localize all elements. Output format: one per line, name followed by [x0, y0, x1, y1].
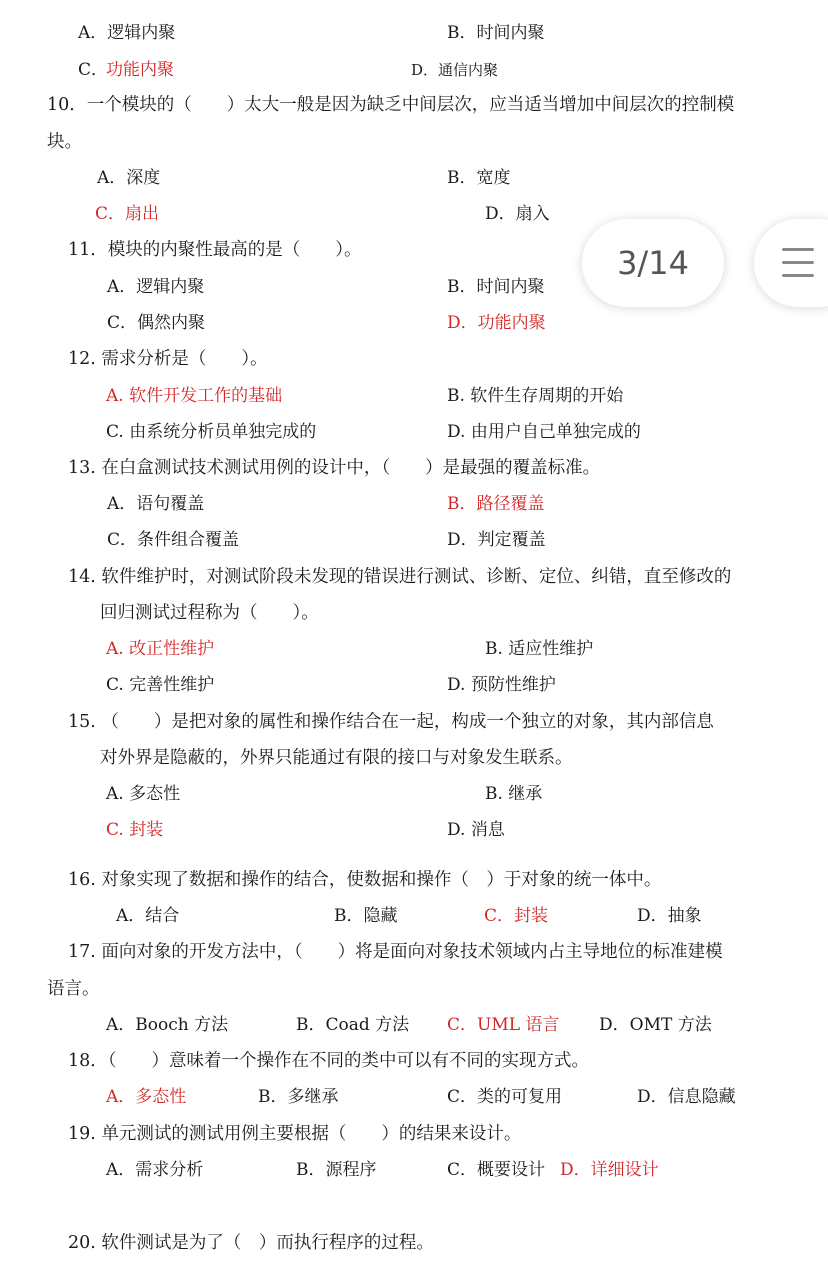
option-answer: D．功能内聚: [447, 313, 546, 333]
option-answer: A. 改正性维护: [106, 639, 215, 659]
question: 11．模块的内聚性最高的是（ ）。: [68, 240, 362, 260]
question: 18．（ ）意味着一个操作在不同的类中可以有不同的实现方式。: [68, 1051, 590, 1071]
option: C．条件组合覆盖: [107, 530, 240, 550]
question: 19. 单元测试的测试用例主要根据（ ）的结果来设计。: [68, 1124, 522, 1144]
option: A．语句覆盖: [107, 494, 205, 514]
option: B. 继承: [485, 784, 543, 804]
option: A．结合: [116, 906, 180, 926]
question: 13. 在白盒测试技术测试用例的设计中，（ ）是最强的覆盖标准。: [68, 458, 601, 478]
option-answer: C. 封装: [106, 820, 164, 840]
option: A. 多态性: [106, 784, 181, 804]
page-indicator-label: 3/14: [617, 244, 689, 282]
option: C. 由系统分析员单独完成的: [106, 422, 317, 442]
question: 10．一个模块的（ ）太大一般是因为缺乏中间层次，应当适当增加中间层次的控制模: [47, 95, 735, 115]
question: 对外界是隐蔽的，外界只能通过有限的接口与对象发生联系。: [100, 748, 573, 768]
option: B．时间内聚: [447, 23, 545, 43]
option: D．OMT 方法: [599, 1015, 712, 1035]
option-answer: A. 软件开发工作的基础: [106, 386, 283, 406]
question: 回归测试过程称为（ ）。: [100, 603, 319, 623]
option: C．概要设计: [447, 1160, 546, 1180]
option: B．源程序: [296, 1160, 377, 1180]
option: D．判定覆盖: [447, 530, 546, 550]
option-answer: C．UML 语言: [447, 1015, 560, 1035]
question: 17. 面向对象的开发方法中，（ ）将是面向对象技术领域内占主导地位的标准建模: [68, 942, 723, 962]
option-answer: D．详细设计: [560, 1160, 659, 1180]
question: 16. 对象实现了数据和操作的结合，使数据和操作（ ）于对象的统一体中。: [68, 870, 662, 890]
option: C．: [78, 60, 109, 80]
question: 20. 软件测试是为了（ ）而执行程序的过程。: [68, 1233, 434, 1253]
option: A．Booch 方法: [106, 1015, 229, 1035]
option: A．逻辑内聚: [107, 277, 205, 297]
option-answer: 功能内聚: [106, 60, 174, 80]
option-answer: C．封装: [484, 906, 549, 926]
option: A．逻辑内聚: [78, 23, 176, 43]
option: B. 适应性维护: [485, 639, 594, 659]
option: D．扇入: [485, 204, 550, 224]
option: D．信息隐藏: [637, 1087, 736, 1107]
question: 15. （ ）是把对象的属性和操作结合在一起，构成一个独立的对象，其内部信息: [68, 712, 714, 732]
option: B．时间内聚: [447, 277, 545, 297]
menu-button[interactable]: [754, 219, 828, 307]
option: D. 消息: [447, 820, 505, 840]
option-answer: A．多态性: [106, 1087, 187, 1107]
option: B．多继承: [258, 1087, 339, 1107]
option: B．宽度: [447, 168, 511, 188]
page-indicator[interactable]: [582, 219, 724, 307]
option-answer: C．扇出: [95, 204, 160, 224]
question: 14. 软件维护时，对测试阶段未发现的错误进行测试、诊断、定位、纠错，直至修改的: [68, 567, 732, 587]
option: B．Coad 方法: [296, 1015, 410, 1035]
option: A．深度: [97, 168, 161, 188]
option: C．类的可复用: [447, 1087, 563, 1107]
question: 块。: [47, 132, 82, 152]
question: 12. 需求分析是（ ）。: [68, 349, 268, 369]
option: B．隐藏: [334, 906, 398, 926]
question: 语言。: [47, 979, 100, 999]
option: C．偶然内聚: [107, 313, 206, 333]
option-answer: B．路径覆盖: [447, 494, 545, 514]
option: D．通信内聚: [411, 61, 499, 79]
option: D. 由用户自己单独完成的: [447, 422, 641, 442]
hamburger-menu-icon: [782, 248, 814, 278]
option: B. 软件生存周期的开始: [447, 386, 624, 406]
option: A．需求分析: [106, 1160, 204, 1180]
option: D．抽象: [637, 906, 702, 926]
option: C. 完善性维护: [106, 675, 215, 695]
option: D. 预防性维护: [447, 675, 556, 695]
